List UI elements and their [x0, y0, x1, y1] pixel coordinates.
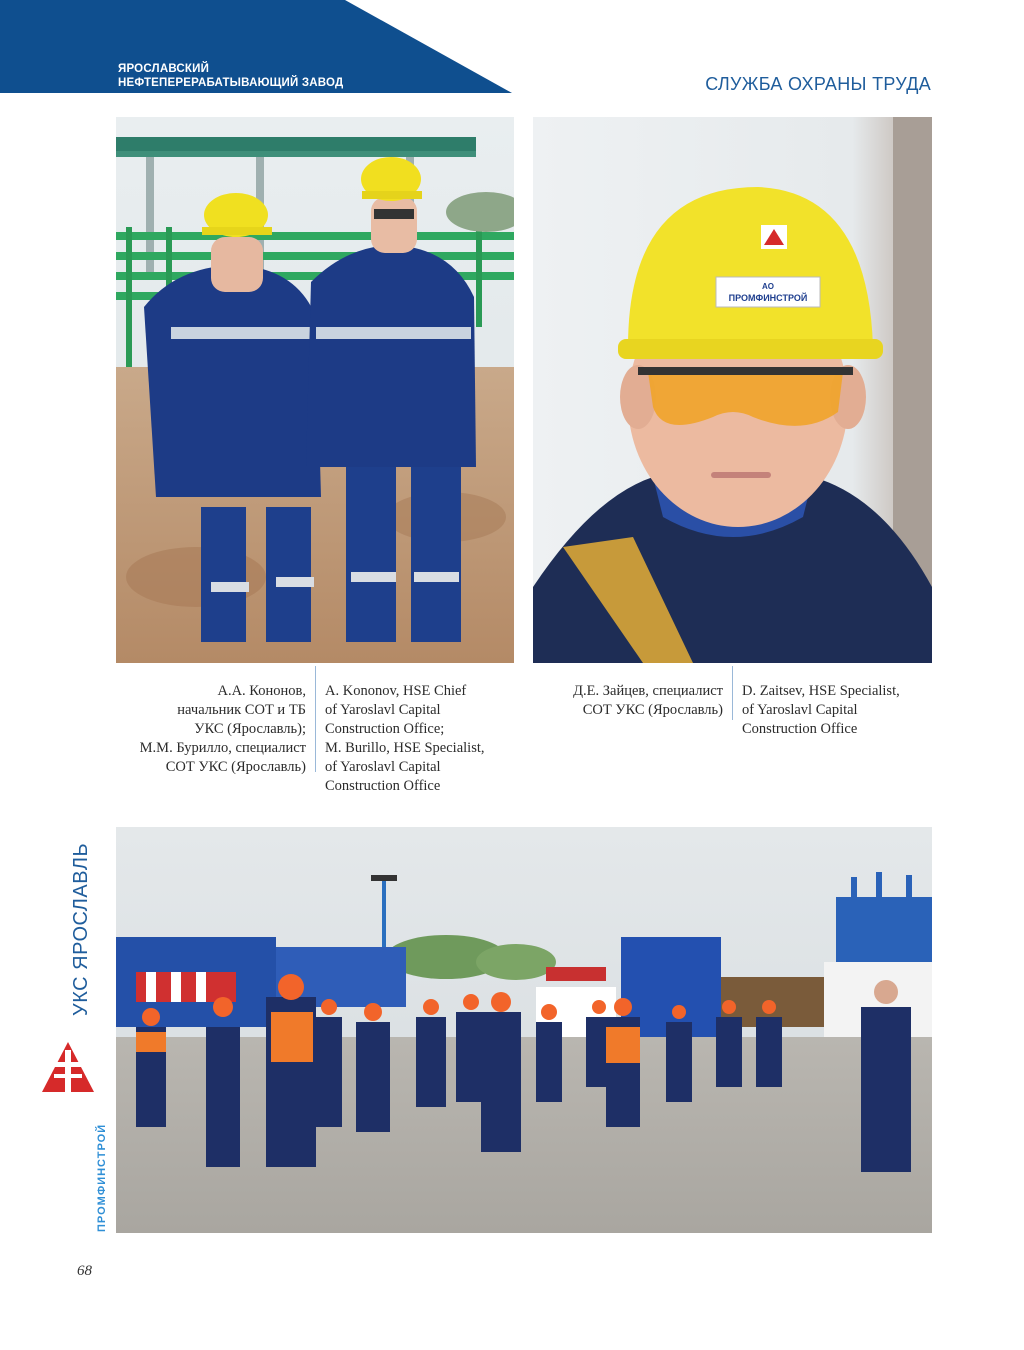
caption-line: СОТ УКС (Ярославль) [165, 759, 306, 775]
caption-divider [315, 666, 316, 772]
sidebar-title: УКС ЯРОСЛАВЛЬ [70, 842, 92, 1016]
page-number: 68 [77, 1263, 92, 1279]
caption-line: M. Burillo, HSE Specialist, [325, 740, 485, 756]
header-org-line1: ЯРОСЛАВСКИЙ [118, 63, 210, 75]
header-org-name [118, 62, 343, 90]
caption-line: УКС (Ярославль); [194, 721, 306, 737]
header-org-line2: НЕФТЕПЕРЕРАБАТЫВАЮЩИЙ ЗАВОД [118, 77, 344, 89]
caption-line: А.А. Кононов, [217, 683, 306, 699]
company-logo-wordmark: ПРОМФИНСТРОЙ [96, 1123, 108, 1232]
caption-line: D. Zaitsev, HSE Specialist, [742, 683, 900, 699]
caption-line: Construction Office [325, 778, 441, 794]
caption-line: of Yaroslavl Capital [325, 702, 441, 718]
caption-line: СОТ УКС (Ярославль) [582, 702, 723, 718]
caption-line: начальник СОТ и ТБ [177, 702, 306, 718]
helmet-label-line2: ПРОМФИНСТРОЙ [728, 293, 808, 303]
caption-2-ru [573, 682, 723, 720]
photo-safety-briefing [116, 827, 932, 1233]
caption-1-en [325, 682, 485, 796]
company-logo-icon [40, 1040, 96, 1094]
photo-portrait [533, 117, 932, 663]
helmet-label-line1: АО [762, 282, 774, 291]
caption-line: of Yaroslavl Capital [325, 759, 441, 775]
caption-1-ru [140, 682, 306, 777]
caption-line: of Yaroslavl Capital [742, 702, 858, 718]
caption-divider [732, 666, 733, 720]
caption-line: A. Kononov, HSE Chief [325, 683, 467, 699]
section-title: СЛУЖБА ОХРАНЫ ТРУДА [705, 74, 931, 94]
caption-2-en [742, 682, 900, 739]
caption-line: Construction Office; [325, 721, 445, 737]
caption-line: Д.Е. Зайцев, специалист [573, 683, 723, 699]
caption-line: М.М. Бурилло, специалист [139, 740, 306, 756]
caption-line: Construction Office [742, 721, 858, 737]
photo-two-workers [116, 117, 514, 663]
